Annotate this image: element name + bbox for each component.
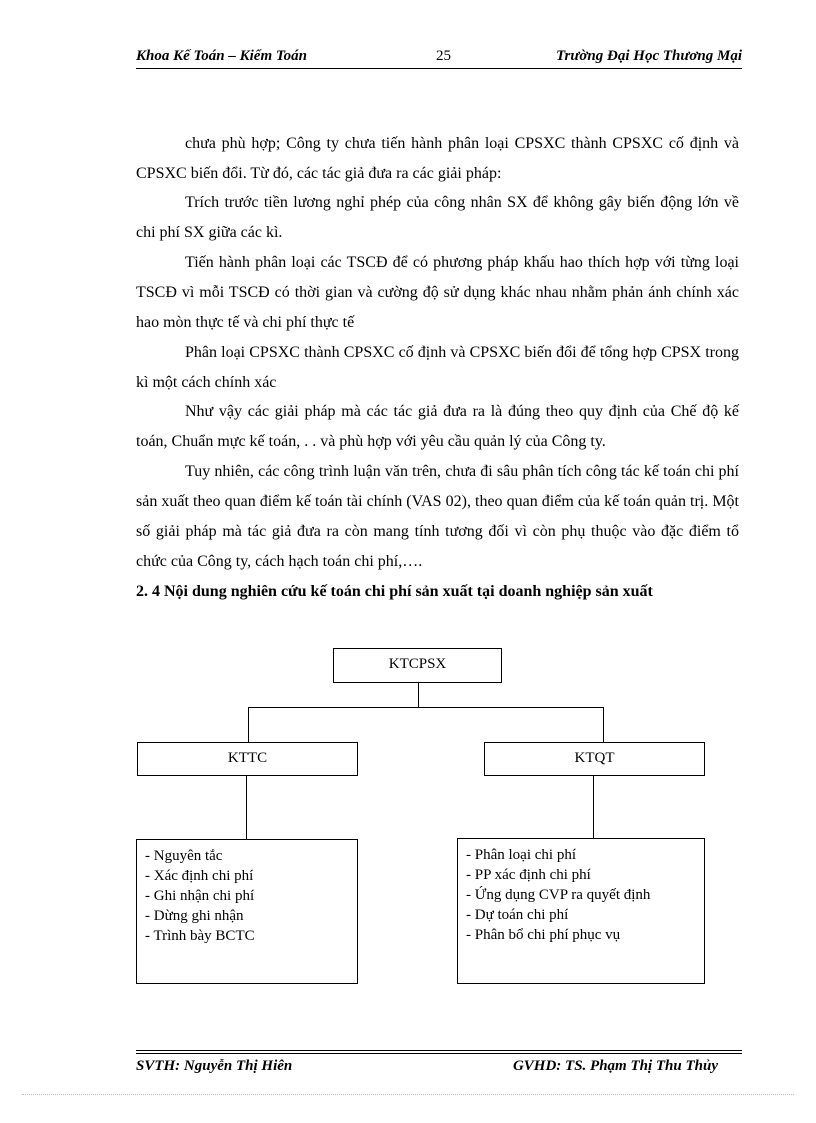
list-item: - PP xác định chi phí [466, 867, 591, 883]
list-item: - Ứng dụng CVP ra quyết định [466, 887, 651, 903]
list-item: - Dự toán chi phí [466, 907, 569, 923]
connector-line [246, 776, 247, 840]
footer-supervisor: GVHD: TS. Phạm Thị Thu Thủy [512, 1058, 718, 1074]
paragraph-5: Như vậy các giải pháp mà các tác giả đưa ra là đúng theo quy định của Chế độ kế toán, Chuẩn mực kế toán, . . và phù hợp với yêu cầu quản lý của Công ty. [136, 403, 739, 450]
paragraph-3: Tiến hành phân loại các TSCĐ để có phương pháp khấu hao thích hợp với từng loại TSCĐ vì mỗi TSCĐ có thời gian và cường độ sử dụng khác nhau nhằm phản ánh chính xác hao mòn thực tế và chi phí thực tế [136, 254, 739, 331]
page-boundary [22, 1094, 794, 1095]
header-university: Trường Đại Học Thương Mại [555, 48, 742, 64]
ktqt-detail-box [457, 838, 705, 984]
footer-student: SVTH: Nguyễn Thị Hiên [136, 1058, 293, 1074]
paragraph-2: Trích trước tiền lương nghỉ phép của công nhân SX để không gây biến động lớn về chi phí SX giữa các kì. [136, 194, 739, 241]
connector-line [248, 707, 604, 708]
connector-line [593, 776, 594, 838]
connector-line [248, 707, 249, 743]
ktqt-box [484, 742, 705, 776]
paragraph-4: Phân loại CPSXC thành CPSXC cố định và CPSXC biến đổi để tổng hợp CPSX trong kì một cách chính xác [136, 344, 739, 391]
kttc-detail-box [136, 839, 358, 984]
connector-line [418, 683, 419, 708]
list-item: - Phân bổ chi phí phục vụ [466, 927, 621, 943]
list-item: - Trình bày BCTC [145, 928, 255, 944]
kttc-label: KTTC [227, 750, 268, 766]
paragraph-6: Tuy nhiên, các công trình luận văn trên, chưa đi sâu phân tích công tác kế toán chi phí sản xuất theo quan điểm kế toán tài chính (VAS 02), theo quan điểm của kế toán quản trị. Một số giải pháp mà tác giả đưa ra còn mang tính tương đối vì còn phụ thuộc vào đặc điểm tổ chức của Công ty, cách hạch toán chi phí,…. [136, 463, 739, 570]
list-item: - Phân loại chi phí [466, 847, 576, 863]
header-rule [136, 68, 742, 69]
root-box [333, 648, 502, 683]
list-item: - Nguyên tắc [145, 848, 223, 864]
list-item: - Ghi nhận chi phí [145, 888, 255, 904]
footer-rule [136, 1053, 742, 1054]
connector-line [603, 707, 604, 743]
header-department: Khoa Kế Toán – Kiểm Toán [136, 48, 308, 64]
root-label: KTCPSX [388, 656, 447, 672]
list-item: - Xác định chi phí [145, 868, 254, 884]
section-heading: 2. 4 Nội dung nghiên cứu kế toán chi phí sản xuất tại doanh nghiệp sản xuất [136, 583, 653, 600]
page-header [136, 48, 742, 68]
ktqt-label: KTQT [574, 750, 615, 766]
paragraph-1: chưa phù hợp; Công ty chưa tiến hành phân loại CPSXC thành CPSXC cố định và CPSXC biến đổi. Từ đó, các tác giả đưa ra các giải pháp: [136, 135, 739, 182]
kttc-box [137, 742, 358, 776]
page-number: 25 [436, 48, 451, 64]
list-item: - Dừng ghi nhận [145, 908, 244, 924]
footer-rule [136, 1050, 742, 1051]
